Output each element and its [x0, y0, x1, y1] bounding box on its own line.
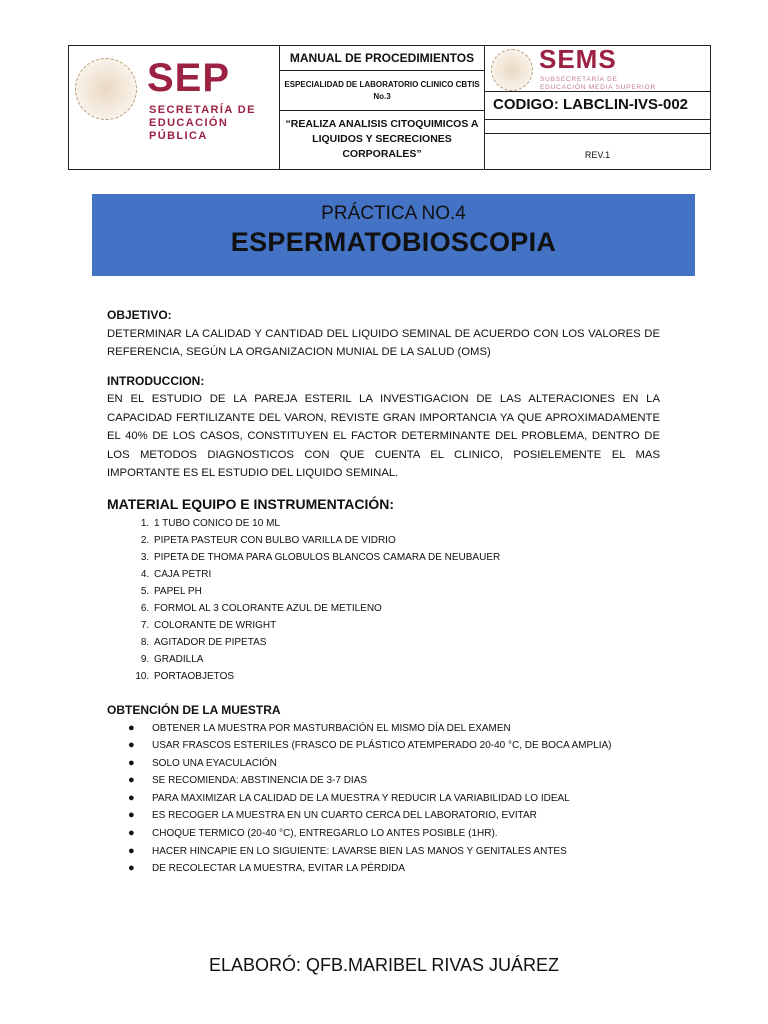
- sep-logo: SEP: [147, 56, 231, 100]
- list-item: ● USAR FRASCOS ESTERILES (FRASCO DE PLÁSTICO ATEMPERADO 20-40 °C, DE BOCA AMPLIA): [152, 737, 660, 755]
- list-item: 2. PIPETA PASTEUR CON BULBO VARILLA DE VIDRIO: [152, 532, 660, 549]
- revision-cell: [485, 120, 710, 169]
- list-item: 8. AGITADOR DE PIPETAS: [152, 634, 660, 651]
- list-item: ● DE RECOLECTAR LA MUESTRA, EVITAR LA PÉRDIDA: [152, 860, 660, 878]
- practice-banner: [92, 194, 695, 276]
- objective-heading: OBJETIVO:: [107, 308, 172, 322]
- list-item: ● ES RECOGER LA MUESTRA EN UN CUARTO CERCA DEL LABORATORIO, EVITAR: [152, 807, 660, 825]
- list-item: 7. COLORANTE DE WRIGHT: [152, 617, 660, 634]
- list-item: 1. 1 TUBO CONICO DE 10 ML: [152, 515, 660, 532]
- practice-number: PRÁCTICA NO.4: [321, 203, 466, 224]
- materials-heading: MATERIAL EQUIPO E INSTRUMENTACIÓN:: [107, 495, 394, 512]
- introduction-text: EN EL ESTUDIO DE LA PAREJA ESTERIL LA INVESTIGACION DE LAS ALTERACIONES EN LA CAPACIDAD FERTILIZANTE DEL VARON, REVISTE GRAN IMPORTANCIA YA QUE APROXIMADAMENTE EL 40% DE LOS CASOS, CONSTITUYEN EL FACTOR DETERMINANTE DEL PROBLEMA, DENTRO DE LOS METODOS DIAGNOSTICOS CON QUE CUENTA EL CLINICO, POSIELEMENTE EL MAS IMPORTANTE ES EL ESTUDIO DEL LIQUIDO SEMINAL.: [107, 393, 660, 479]
- list-item: ● SOLO UNA EYACULACIÓN: [152, 755, 660, 773]
- bullet-icon: ●: [128, 862, 135, 875]
- practice-title: ESPERMATOBIOSCOPIA: [230, 227, 557, 257]
- document-code: CODIGO: LABCLIN-IVS-002: [485, 92, 710, 120]
- revision-label: REV.1: [584, 150, 611, 160]
- list-item: 6. FORMOL AL 3 COLORANTE AZUL DE METILENO: [152, 600, 660, 617]
- materials-list: [107, 515, 660, 685]
- sems-logo-subtitle: SUBSECRETARÍA DE EDUCACIÓN MEDIA SUPERIOR: [540, 76, 656, 91]
- list-item: 10. PORTAOBJETOS: [152, 668, 660, 685]
- bullet-icon: ●: [128, 844, 135, 857]
- list-item: 9. GRADILLA: [152, 651, 660, 668]
- mexico-seal-icon: [75, 58, 137, 120]
- sep-logo-subtitle: SECRETARÍA DE EDUCACIÓN PÚBLICA: [149, 104, 256, 142]
- specialty-label: ESPECIALIDAD DE LABORATORIO CLINICO CBTIS No.3: [280, 71, 484, 111]
- objective-text: DETERMINAR LA CALIDAD Y CANTIDAD DEL LIQUIDO SEMINAL DE ACUERDO CON LOS VALORES DE REFERENCIA, SEGÚN LA ORGANIZACION MUNIAL DE LA SALUD (OMS): [107, 327, 660, 358]
- list-item: ● PARA MAXIMIZAR LA CALIDAD DE LA MUESTRA Y REDUCIR LA VARIABILIDAD LO IDEAL: [152, 790, 660, 808]
- author-footer: ELABORÓ: QFB.MARIBEL RIVAS JUÁREZ: [208, 955, 560, 975]
- sems-logo: SEMS: [539, 44, 617, 74]
- list-item: ● HACER HINCAPIE EN LO SIGUIENTE: LAVARSE BIEN LAS MANOS Y GENITALES ANTES: [152, 843, 660, 861]
- divider: [485, 133, 710, 134]
- bullet-icon: ●: [128, 791, 135, 804]
- document-body: [107, 306, 660, 878]
- header-middle-cell: [280, 46, 485, 169]
- bullet-icon: ●: [128, 827, 135, 840]
- manual-title: MANUAL DE PROCEDIMIENTOS: [280, 46, 484, 71]
- bullet-icon: ●: [128, 721, 135, 734]
- list-item: ● SE RECOMIENDA: ABSTINENCIA DE 3-7 DIAS: [152, 772, 660, 790]
- sample-heading: OBTENCIÓN DE LA MUESTRA: [107, 703, 281, 717]
- list-item: 3. PIPETA DE THOMA PARA GLOBULOS BLANCOS CAMARA DE NEUBAUER: [152, 549, 660, 566]
- introduction-heading: INTRODUCCION:: [107, 373, 205, 388]
- bullet-icon: ●: [128, 809, 135, 822]
- list-item: 5. PAPEL PH: [152, 583, 660, 600]
- bullet-icon: ●: [128, 756, 135, 769]
- mexico-seal-icon: [491, 49, 533, 91]
- bullet-icon: ●: [128, 739, 135, 752]
- document-header: [68, 45, 711, 170]
- sems-logo-cell: [485, 46, 710, 92]
- sep-logo-cell: [69, 46, 280, 169]
- bullet-icon: ●: [128, 774, 135, 787]
- list-item: 4. CAJA PETRI: [152, 566, 660, 583]
- list-item: ● CHOQUE TERMICO (20-40 °C), ENTREGARLO LO ANTES POSIBLE (1HR).: [152, 825, 660, 843]
- procedure-title: “REALIZA ANALISIS CITOQUIMICOS A LIQUIDOS Y SECRECIONES CORPORALES”: [285, 118, 479, 160]
- sample-list: [107, 720, 660, 878]
- list-item: ● OBTENER LA MUESTRA POR MASTURBACIÓN EL MISMO DÍA DEL EXAMEN: [152, 720, 660, 738]
